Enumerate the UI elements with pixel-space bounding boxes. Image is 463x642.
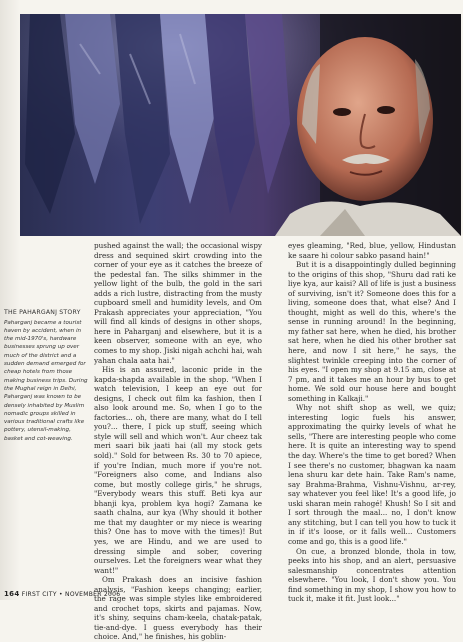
sidebar-story xyxy=(4,309,90,443)
paragraph: On cue, a bronzed blonde, thola in tow, peeks into his shop, and an alert, persuasive salesmanship concentrates attention elsewhere. "You look, I don't show you. You find something in my shop, I show you how to tuck it, make it fit. Just look..." xyxy=(288,546,456,604)
sidebar-body: Paharganj became a tourist haven by accident, when in the mid-1970's, hardware businesses sprung up over much of the district and a sudden demand emerged for cheap hotels from those making business trips. During the Mughal reign in Delhi, Paharganj was known to be densely inhabited by Muslim nomadic groups skilled in various traditional crafts like pottery, utensil-making, basket and cot-weaving. xyxy=(4,319,88,442)
paragraph: But it is a disappointingly dulled beginning to the origins of this shop, "Shuru dad rati ke liye kya, aur kaisi? All of life is just a business of surviving, isn't it? Someone does this for a living, someone does that, what else? And I thought, might as well do this, where's the sense in running around! In the beginning, my father sat here, when he died, his brother sat here, when he died his other brother sat here, and now I sit here," he says, the slightest twinkle creeping into the corner of his eyes. "I open my shop at 9.15 am, close at 7 pm, and it takes me an hour by bus to get home. We sold our house here and bought something in Kalkaji." xyxy=(288,260,456,403)
paragraph: Om Prakash does an incisive fashion analysis, "Fashion keeps changing; earlier, the rage was simple styles like embroidered and crochet tops, skirts and pajamas. Now, it's shiny, sequins cham-keela, chatak-patak, tie-and-dye. I guess everybody has their choice. And," he finishes, his goblin- xyxy=(94,575,262,642)
shopkeeper-photo xyxy=(20,14,461,236)
page-footer xyxy=(4,590,120,598)
paragraph: eyes gleaming, "Red, blue, yellow, Hindustan ke saare hi colour sabko pasand hain!" xyxy=(288,241,456,260)
shop-photo-illustration xyxy=(20,14,461,236)
page-gutter xyxy=(0,0,20,600)
article-column-1 xyxy=(94,241,262,642)
paragraph: His is an assured, laconic pride in the kapda-shapda available in the shop. "When I watch television, I keep an eye out for designs, I check out film ka fashion, then I also look around me. So, when I go to the factories... oh, there are many, what do I tell you?... there, I pick up stuff, seeing which style will sell and which won't. Aur cheez tak meri saari bik jaati hai (all my stock gets sold)." Sold for between Rs. 30 to 70 apiece, if you're Indian, much more if you're not. "Foreigners also come, and Indians also come, but mostly college girls," he shrugs, "Everybody wears this stuff. Beti kya aur bhanji kya, problem kya hogi? Zamana ke saath chalna, aur kya (Why should it bother me that my daughter or my niece is wearing this? One has to move with the times)! But yes, we are Hindu, and we are used to dressing simple and sober, covering ourselves. Let the foreigners wear what they want!" xyxy=(94,365,262,575)
article-column-2 xyxy=(288,241,456,604)
issue-label: FIRST CITY • NOVEMBER 2006 xyxy=(21,591,121,598)
page-number: 164 xyxy=(4,590,20,598)
paragraph: pushed against the wall; the occasional wispy dress and sequined skirt crowding into the corner of your eye as it catches the breeze of the pedestal fan. The silks shimmer in the yellow light of the bulb, the gold in the sari adds a rich lustre, distracting from the musty cupboard smell and humidity levels, and Om Prakash appreciates your appreciation, "You will find all kinds of designs in other shops, here in Paharganj and elsewhere, but it is a keen observer, someone with an eye, who comes to my shop. Jiski nigah achchi hai, wah yahan chala aata hai." xyxy=(94,241,262,365)
paragraph: Why not shift shop as well, we quiz; interesting logic fuels his answer, approximating the quirky levels of what he sells, "There are interesting people who come here. It is quite an interesting way to spend the day. Where's the time to get bored? When I see there's no customer, bhagwan ka naam lena shuru kar dete hain. Take Ram's name, say Brahma-Brahma, Vishnu-Vishnu, ar-rey, say whatever you feel like! It's a good life, jo uski sharan mein rahogé! Khush! So I sit and I sort through the maal... no, I don't know any stitching, but I can tell you how to tuck it in if it's loose, or it falls well... Customers come and go, this is a good life." xyxy=(288,403,456,546)
sidebar-title: THE PAHARGANJ STORY xyxy=(4,309,81,316)
